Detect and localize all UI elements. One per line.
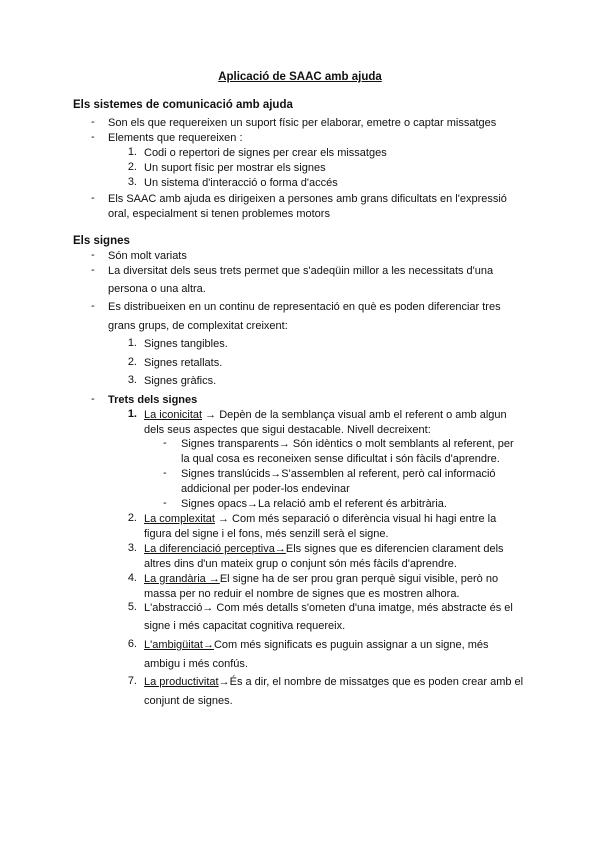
bullet-dash: - (91, 116, 95, 128)
trait-3-line-2: altres dins d'un mateix grup o conjunt són més fàcils d'aprendre. (144, 558, 457, 570)
list-number: 2. (127, 161, 137, 173)
trait-1-title: La iconicitat (144, 409, 203, 421)
trait-2-text: → Com més separació o diferència visual hi hagi entre la (214, 513, 497, 525)
list-number: 3. (127, 176, 137, 188)
list-number: 2. (127, 356, 137, 368)
group-3: Signes gràfics. (144, 375, 217, 387)
trait-4-line-2: massa per no reduir el nombre de signes que es mostren alhora. (144, 588, 460, 600)
trait-6-text: Com més significats es puguin assignar a un signe, més (213, 639, 489, 651)
trait-6-title: L'ambigüitat→ (144, 639, 214, 651)
s2-bullet-2a: La diversitat dels seus trets permet que s'adeqüin millor a les necessitats d'una (108, 265, 494, 277)
trait-2-line-2: figura del signe i el fons, més senzill serà el signe. (144, 528, 389, 540)
s2-bullet-3b: grans grups, de complexitat creixent: (108, 320, 288, 332)
bullet-dash: - (91, 264, 95, 276)
s1-element-2: Un suport físic per mostrar els signes (144, 162, 326, 174)
bullet-dash: - (91, 192, 95, 204)
trait-3-line-1 (144, 542, 504, 556)
s1-bullet-2: Elements que requereixen : (108, 132, 243, 144)
trait-4-text: El signe ha de ser prou gran perquè sigui visible, però no (219, 573, 499, 585)
trait-7-line-1 (144, 675, 523, 689)
bullet-dash: - (91, 249, 95, 261)
trait-1-text: Depèn de la semblança visual amb el referent o amb algun (219, 409, 507, 421)
trait-7-line-2: conjunt de signes. (144, 695, 233, 707)
traits-heading: Trets dels signes (108, 394, 198, 406)
trait-7-title: La productivitat (144, 676, 219, 688)
s2-bullet-3a: Es distribueixen en un continu de representació en què es poden diferenciar tres (108, 301, 501, 313)
bullet-dash: - (163, 497, 167, 509)
bullet-dash: - (91, 131, 95, 143)
trait-2-line-1 (144, 512, 496, 526)
trait-1-sub-1a: Signes transparents→ Són idèntics o molt semblants al referent, per (181, 438, 514, 450)
s1-bullet-3b: oral, especialment si tenen problemes motors (108, 208, 330, 220)
list-number: 3. (127, 542, 137, 554)
list-number: 7. (127, 675, 137, 687)
trait-2-title: La complexitat (144, 513, 215, 525)
trait-6-line-1 (144, 638, 489, 652)
list-number: 1. (127, 146, 137, 158)
trait-1-line-2: dels seus aspectes que sigui destacable. Nivell decreixent: (144, 424, 431, 436)
trait-1-sub-2a: Signes translúcids→S'assemblen al referent, però cal informació (181, 468, 496, 480)
list-number: 3. (127, 374, 137, 386)
group-2: Signes retallats. (144, 357, 223, 369)
bullet-dash: - (91, 393, 95, 405)
trait-1-sub-3: Signes opacs→La relació amb el referent és arbitrària. (181, 498, 447, 510)
arrow: → (202, 409, 220, 421)
trait-3-text: Els signes que es diferencien clarament dels (285, 543, 504, 555)
s2-bullet-1: Són molt variats (108, 250, 187, 262)
section-heading-sistemes: Els sistemes de comunicació amb ajuda (73, 99, 293, 111)
trait-6-line-2: ambigu i més confús. (144, 658, 248, 670)
trait-7-text: →És a dir, el nombre de missatges que es poden crear amb el (218, 676, 524, 688)
list-number: 6. (127, 638, 137, 650)
trait-4-line-1 (144, 572, 498, 586)
list-number: 1. (127, 408, 137, 420)
bullet-dash: - (163, 437, 167, 449)
s1-bullet-1: Son els que requereixen un suport físic per elaborar, emetre o captar missatges (108, 117, 497, 129)
list-number: 2. (127, 512, 137, 524)
s2-bullet-2b: persona o una altra. (108, 283, 206, 295)
list-number: 1. (127, 337, 137, 349)
trait-1-sub-1b: la qual cosa es reconeixen sense dificultat i són fàcils d'aprendre. (181, 453, 500, 465)
list-number: 5. (127, 601, 137, 613)
s1-element-3: Un sistema d'interacció o forma d'accés (144, 177, 338, 189)
group-1: Signes tangibles. (144, 338, 228, 350)
trait-4-title: La grandària → (144, 573, 220, 585)
trait-3-title: La diferenciació perceptiva→ (144, 543, 286, 555)
s1-element-1: Codi o repertori de signes per crear els missatges (144, 147, 387, 159)
section-heading-signes: Els signes (73, 235, 130, 247)
bullet-dash: - (91, 300, 95, 312)
trait-5-line-1: L'abstracció→ Com més detalls s'ometen d'una imatge, més abstracte és el (144, 602, 513, 614)
s1-bullet-3a: Els SAAC amb ajuda es dirigeixen a persones amb grans dificultats en l'expressió (108, 193, 507, 205)
document-title: Aplicació de SAAC amb ajuda (218, 71, 382, 83)
trait-1-line-1 (144, 408, 507, 422)
trait-5-line-2: signe i més capacitat cognitiva requereix. (144, 620, 346, 632)
list-number: 4. (127, 572, 137, 584)
trait-1-sub-2b: addicional per poder-los endevinar (181, 483, 350, 495)
bullet-dash: - (163, 467, 167, 479)
